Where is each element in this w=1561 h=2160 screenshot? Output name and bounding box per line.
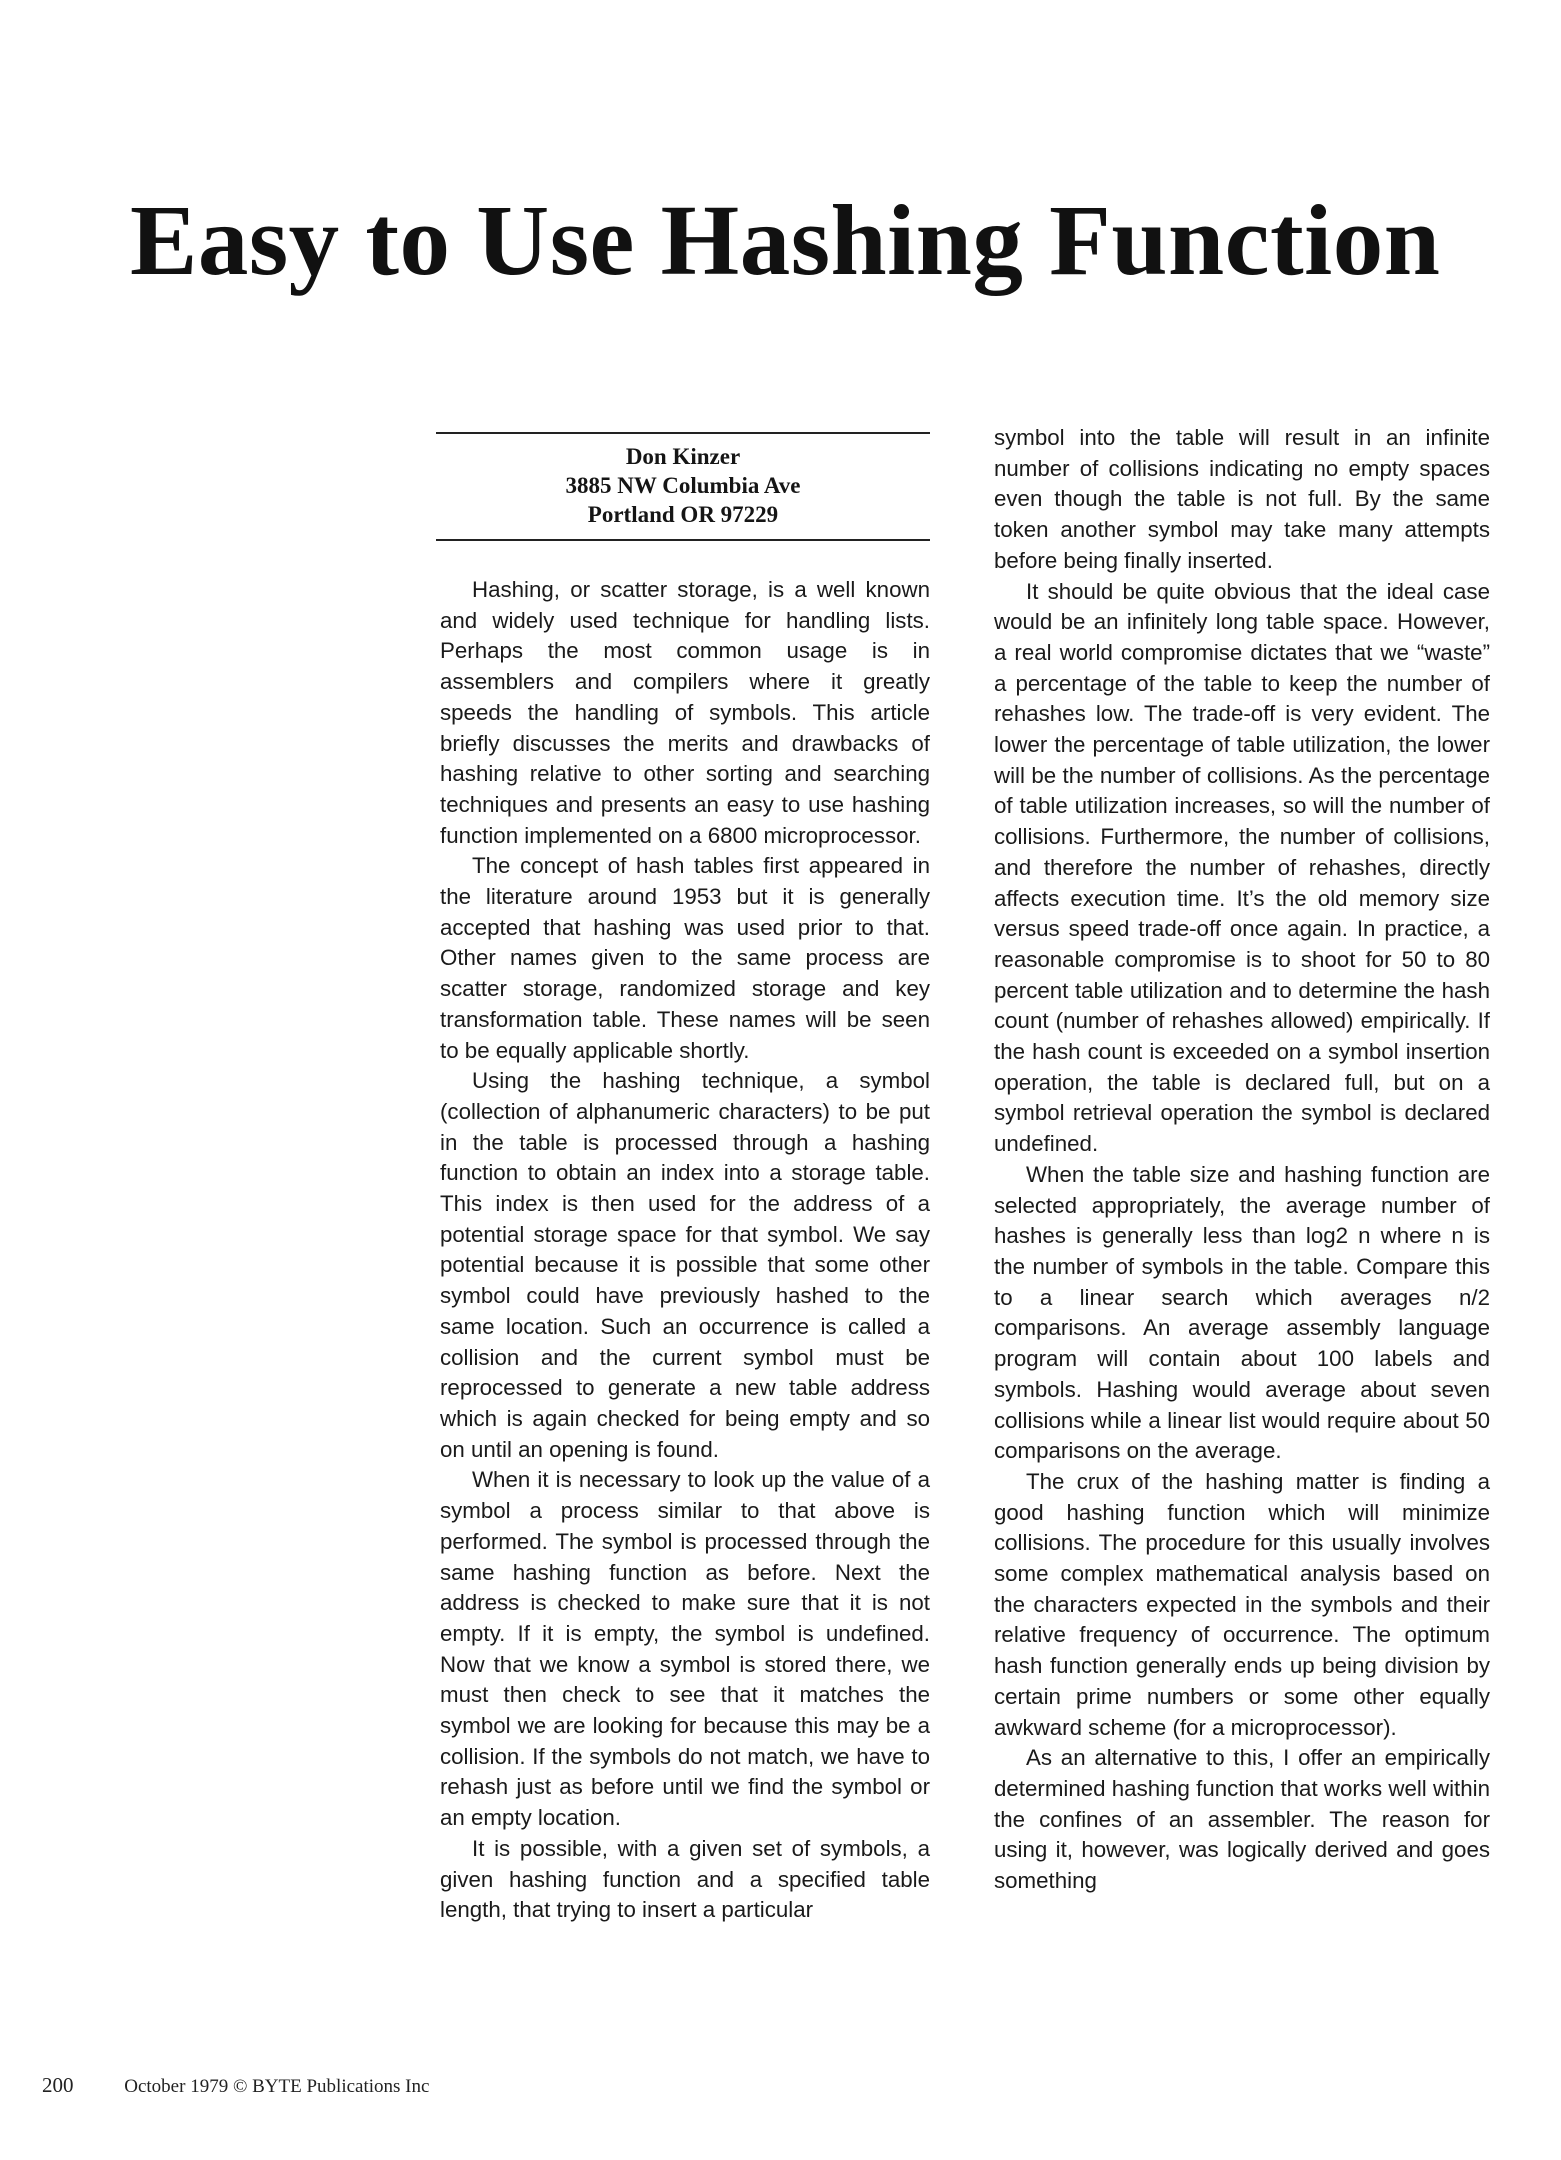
article-title: Easy to Use Hashing Function — [130, 184, 1441, 296]
publication-credit: October 1979 © BYTE Publications Inc — [124, 2076, 430, 2097]
paragraph-collisions-start: It is possible, with a given set of symbols, a given hashing function and a specified table length, that trying to insert a particular — [440, 1835, 930, 1923]
paragraph-lookup: When it is necessary to look up the value of a symbol a process similar to that above is performed. The symbol is processed through the same hashing function as before. Next the address is checked to make sure that it is not empty. If it is empty, the symbol is undefined. Now that we know a symbol is stored there, we must then check to see that it matches the symbol we are looking for because this may be a collision. If the symbols do not match, we have to rehash just as before until we find the symbol or an empty location. — [440, 1467, 930, 1831]
paragraph-intro: Hashing, or scatter storage, is a well known and widely used technique for handling lists. Perhaps the most common usage is in assemblers and compilers where it greatly speeds the handling of symbols. This article briefly discusses the merits and drawbacks of hashing relative to other sorting and searching techniques and presents an easy to use hashing function implemented on a 6800 microprocessor. — [440, 577, 930, 848]
paragraph-history: The concept of hash tables first appeared in the literature around 1953 but it is generally accepted that hashing was used prior to that. Other names given to the same process are scatter storage, randomized storage and key transformation table. These names will be seen to be equally applicable shortly. — [440, 853, 930, 1063]
paragraph-tradeoff: It should be quite obvious that the ideal case would be an infinitely long table space. However, a real world compromise dictates that we “waste” a percentage of the table to keep the number of rehashes low. The trade-off is very evident. The lower the percentage of table utilization, the lower will be the number of collisions. As the percentage of table utilization increases, so will the number of collisions. Furthermore, the number of collisions, and therefore the number of rehashes, directly affects execution time. It’s the old memory size versus speed trade-off once again. In practice, a reasonable compromise is to shoot for 50 to 80 percent table utilization and to determine the hash count (number of rehashes allowed) empirically. If the hash count is exceeded on a symbol insertion operation, the table is declared full, but on a symbol retrieval operation the symbol is declared undefined. — [994, 578, 1490, 1157]
paragraph-alternative: As an alternative to this, I offer an empirically determined hashing function that works well within the confines of an assembler. The reason for using it, however, was logically derived and goes something — [994, 1745, 1490, 1894]
author-byline — [436, 432, 930, 541]
left-column — [440, 575, 930, 1926]
right-column — [994, 423, 1490, 1897]
author-name: Don Kinzer — [625, 444, 741, 469]
paragraph-collisions-continued: symbol into the table will result in an infinite number of collisions indicating no empty spaces even though the table is not full. By the same token another symbol may take many attempts before being finally inserted. — [994, 425, 1490, 573]
author-street: 3885 NW Columbia Ave — [565, 473, 801, 498]
page-number: 200 — [42, 2073, 74, 2097]
paragraph-average-hashes: When the table size and hashing function are selected appropriately, the average number of hashes is generally less than log2 n where n is the number of symbols in the table. Compare this to a linear search which averages n/2 comparisons. An average assembly language program will contain about 100 labels and symbols. Hashing would average about seven collisions while a linear list would require about 50 comparisons on the average. — [994, 1161, 1490, 1464]
page-footer — [42, 2073, 429, 2098]
paragraph-crux: The crux of the hashing matter is finding a good hashing function which will minimize collisions. The procedure for this usually involves some complex mathematical analysis based on the characters expected in the symbols and their relative frequency of occurrence. The optimum hash function generally ends up being division by certain prime numbers or some other equally awkward scheme (for a microprocessor). — [994, 1468, 1490, 1740]
author-city: Portland OR 97229 — [587, 502, 779, 527]
paragraph-technique: Using the hashing technique, a symbol (collection of alphanumeric characters) to be put in the table is processed through a hashing function to obtain an index into a storage table. This index is then used for the address of a potential storage space for that symbol. We say potential because it is possible that some other symbol could have previously hashed to the same location. Such an occurrence is called a collision and the current symbol must be reprocessed to generate a new table address which is again checked for being empty and so on until an opening is found. — [440, 1068, 930, 1462]
